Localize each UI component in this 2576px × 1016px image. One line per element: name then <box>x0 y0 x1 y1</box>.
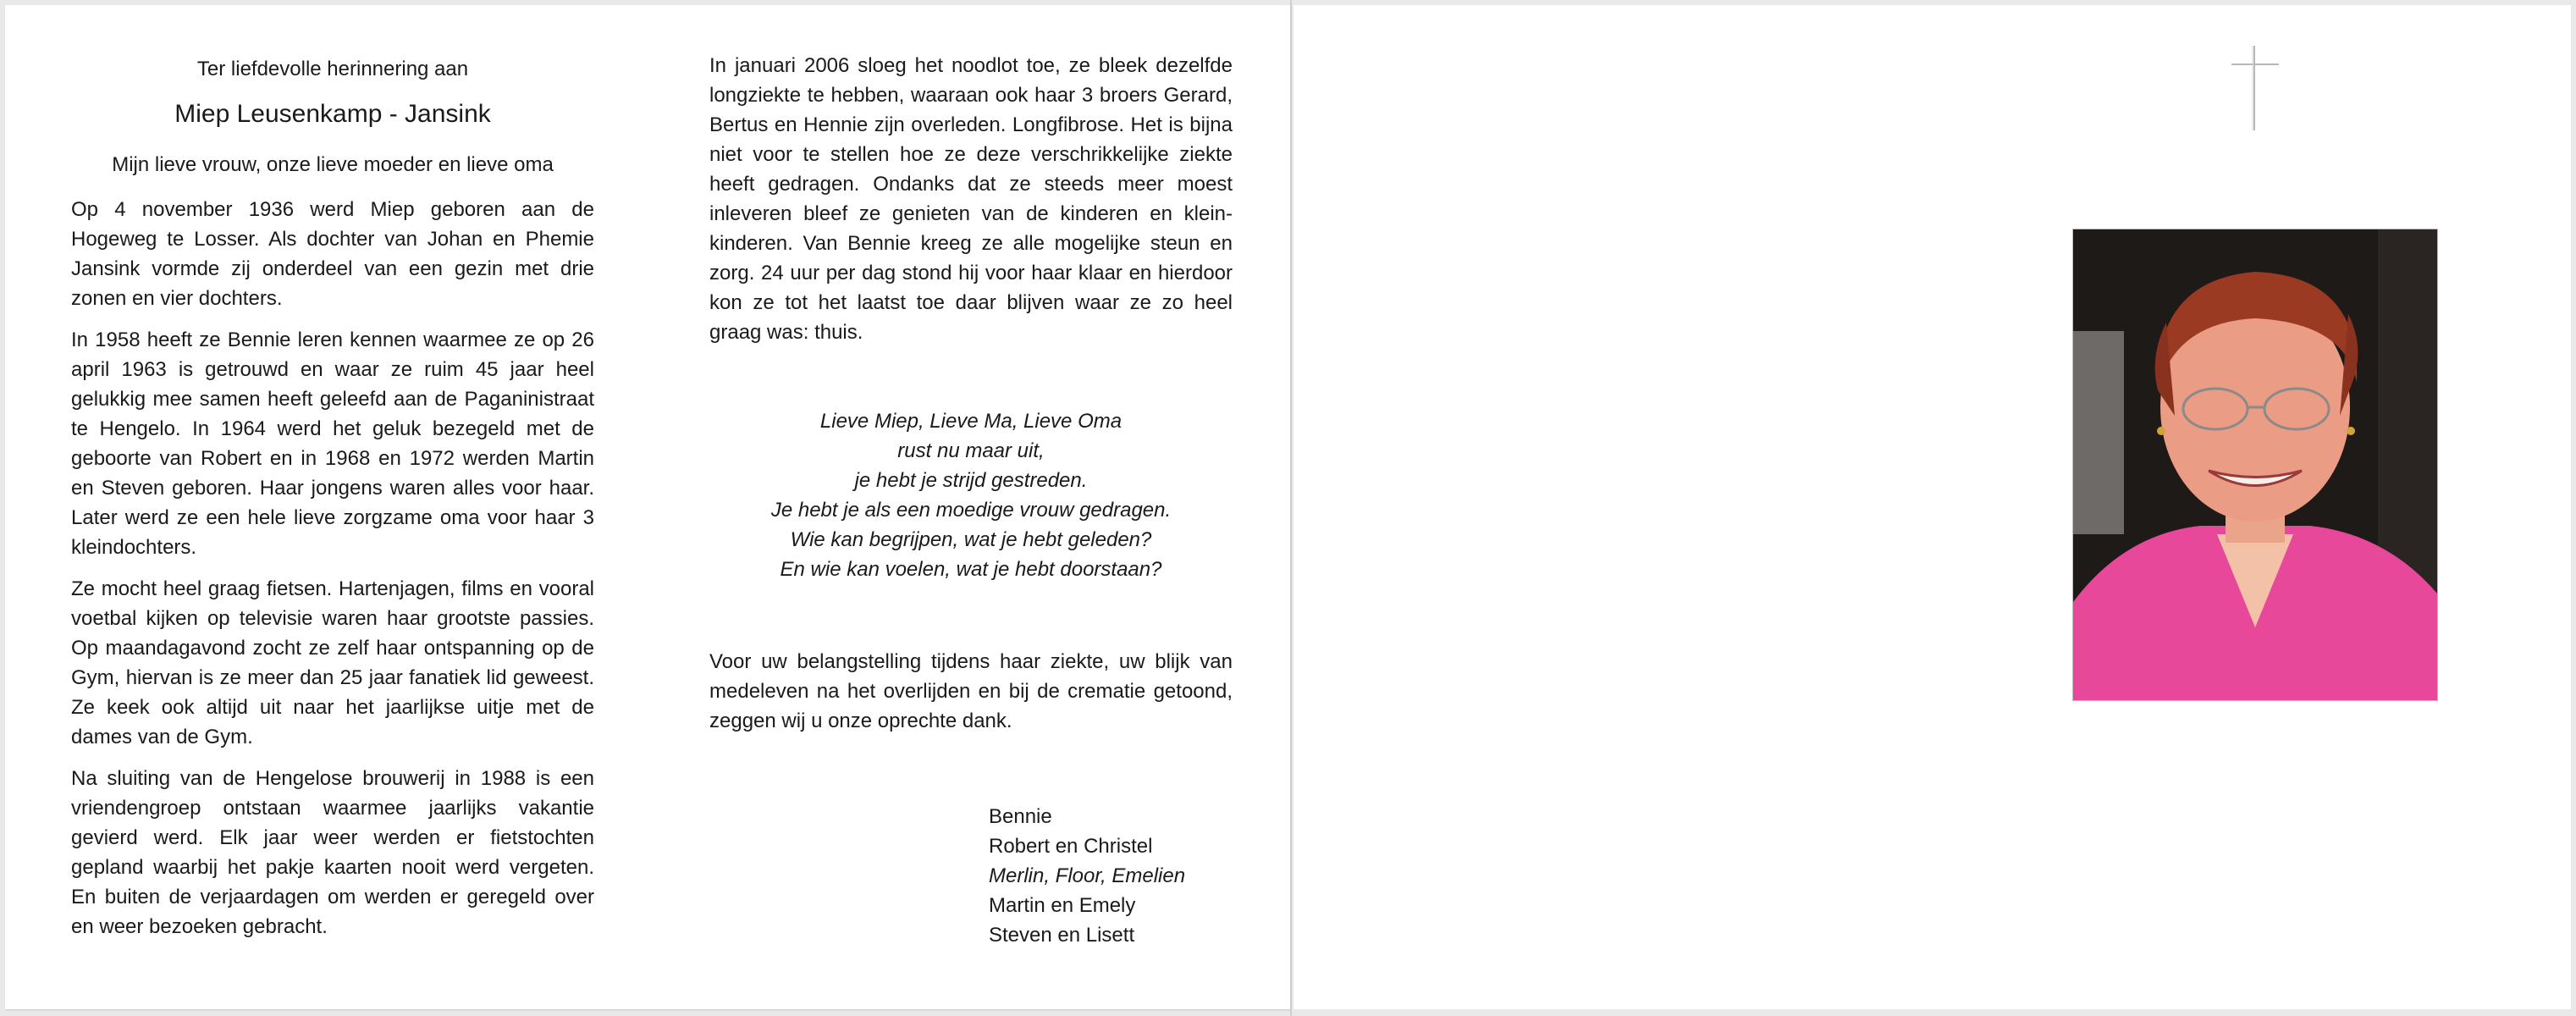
card-fold-line <box>1290 0 1292 1016</box>
deceased-name: Miep Leusenkamp - Jansink <box>174 100 491 128</box>
poem-line: Wie kan begrijpen, wat je hebt geleden? <box>790 528 1152 551</box>
middle-text-column <box>709 51 1233 950</box>
bio-paragraph: Ze mocht heel graag fietsen. Hartenjagen, films en vooral voetbal kijken op televisie waren haar grootste passies. Op maandagavond zocht ze zelf haar ontspanning op de Gym, hiervan is ze meer dan 25 jaar fanatiek lid geweest. Ze keek ook altijd uit naar het jaarlijkse uitje met de dames van de Gym. <box>71 577 594 748</box>
poem-line: Je hebt je als een moedige vrouw gedragen. <box>770 499 1172 522</box>
portrait-photo <box>2072 229 2438 701</box>
poem-line: je hebt je strijd gestreden. <box>854 469 1088 492</box>
poem-line: En wie kan voelen, wat je hebt doorstaan? <box>780 558 1162 581</box>
signature-line: Steven en Lisett <box>989 924 1135 947</box>
signature-line: Robert en Christel <box>989 835 1153 858</box>
thanks-paragraph: Voor uw belangstelling tijdens haar ziekte, uw blijk van medeleven na het overlijden en bij de crematie getoond, zeggen wij u onze oprechte dank. <box>709 650 1233 732</box>
bio-paragraph: In 1958 heeft ze Bennie leren kennen waarmee ze op 26 april 1963 is getrouwd en waar ze ruim 45 jaar heel gelukkig mee samen heeft geleefd aan de Paganinistraat te Hengelo. In 1964 werd het geluk bezegeld met de geboorte van Robert en in 1968 en 1972 werden Martin en Steven geboren. Haar jongens waren alles voor haar. Later werd ze een hele lieve zorgzame oma voor haar 3 kleindochters. <box>71 329 594 559</box>
poem-line: Lieve Miep, Lieve Ma, Lieve Oma <box>819 410 1123 433</box>
bio-paragraph: Na sluiting van de Hengelose brouwerij in 1988 is een vriendengroep ontstaan waarmee jaarlijks vakantie gevierd werd. Elk jaar weer werden er fietstochten gepland waarbij het pakje kaarten nooit werd vergeten. En buiten de verjaardagen om werden er geregeld over en weer bezoeken gebracht. <box>71 767 594 938</box>
illness-paragraph: In januari 2006 sloeg het noodlot toe, ze bleek dezelfde longziekte te hebben, waaraan ook haar 3 broers Gerard, Bertus en Hennie zijn overleden. Longfibrose. Het is bijna niet voor te stellen hoe ze deze verschrikkelijke ziekte heeft gedragen. Ondanks dat ze steeds meer moest inleveren bleef ze genieten van de kinderen en klein-kinderen. Van Bennie kreeg ze alle mogelijke steun en zorg. 24 uur per dag stond hij voor haar klaar en hierdoor kon ze tot het laatst toe daar blijven waar ze zo heel graag was: thuis. <box>709 54 1233 344</box>
poem <box>709 406 1233 584</box>
poem-line: rust nu maar uit, <box>897 439 1045 462</box>
dedication-subtitle: Mijn lieve vrouw, onze lieve moeder en lieve oma <box>112 153 554 176</box>
bio-paragraph: Op 4 november 1936 werd Miep geboren aan de Hogeweg te Losser. Als dochter van Johan en Phemie Jansink vormde zij onderdeel van een gezin met drie zonen en vier dochters. <box>71 198 594 310</box>
signature-line: Bennie <box>989 805 1052 828</box>
signature-line: Merlin, Floor, Emelien <box>989 864 1186 887</box>
signature-line: Martin en Emely <box>989 894 1136 917</box>
cross-icon <box>2225 42 2284 135</box>
family-signatures <box>989 802 1233 950</box>
left-text-column <box>71 54 594 953</box>
intro-line: Ter liefdevolle herinnering aan <box>196 58 469 80</box>
